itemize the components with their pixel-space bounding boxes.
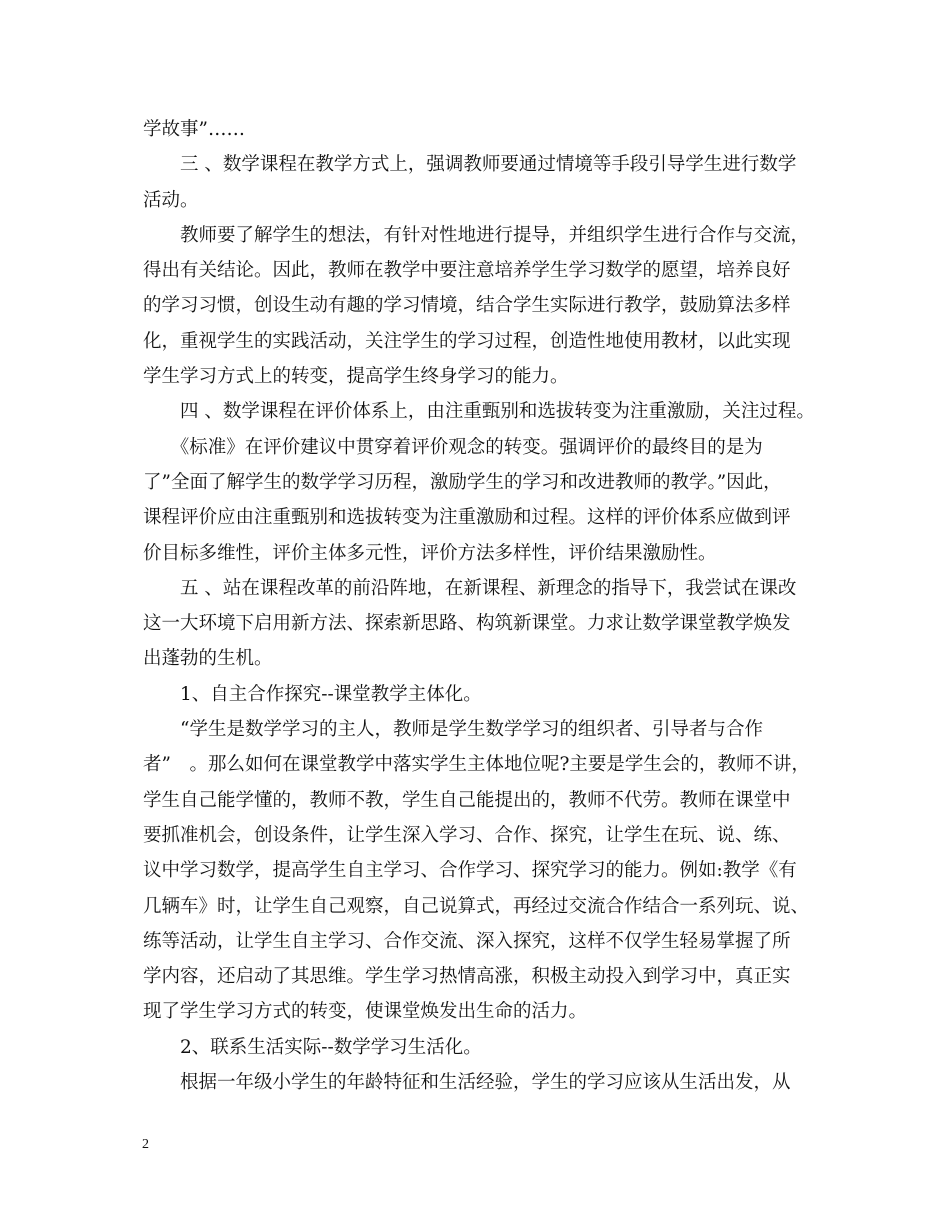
text-line: 学内容，还启动了其思维。学生学习热情高涨，积极主动投入到学习中，真正实: [143, 966, 791, 988]
text-line: 《标准》在评价建议中贯穿着评价观念的转变。强调评价的最终目的是为: [143, 436, 763, 458]
text-line: 这一大环境下启用新方法、探索新思路、构筑新课堂。力求让数学课堂教学焕发: [143, 613, 791, 635]
text-line: 学故事”……: [143, 119, 245, 140]
text-line: 课程评价应由注重甄别和选拔转变为注重激励和过程。这样的评价体系应做到评: [143, 507, 791, 529]
text-line: 的学习习惯，创设生动有趣的学习情境，结合学生实际进行教学，鼓励算法多样: [143, 295, 791, 317]
page-number: 2: [142, 1137, 149, 1152]
text-line: 1、自主合作探究--课堂教学主体化。: [143, 683, 482, 705]
text-line: 价目标多维性，评价主体多元性，评价方法多样性，评价结果激励性。: [143, 542, 717, 564]
text-line: 活动。: [143, 189, 199, 211]
text-line: 要抓准机会，创设条件，让学生深入学习、合作、探究，让学生在玩、说、练、: [143, 824, 791, 846]
text-line: “学生是数学学习的主人，教师是学生数学学习的组织者、引导者与合作: [143, 719, 763, 741]
text-line: 练等活动，让学生自主学习、合作交流、深入探究，这样不仅学生轻易掌握了所: [143, 930, 791, 952]
text-line: 几辆车》时，让学生自己观察，自己说算式，再经过交流合作结合一系列玩、说、: [143, 895, 810, 917]
text-line: 教师要了解学生的想法，有针对性地进行提导，并组织学生进行合作与交流，: [143, 224, 810, 246]
text-line: 得出有关结论。因此，教师在教学中要注意培养学生学习数学的愿望，培养良好: [143, 260, 791, 282]
text-line: 者” 。那么如何在课堂教学中落实学生主体地位呢?主要是学生会的，教师不讲，: [143, 754, 810, 776]
text-line: 四 、数学课程在评价体系上，由注重甄别和选拔转变为注重激励，关注过程。: [143, 401, 815, 423]
text-line: 现了学生学习方式的转变，使课堂焕发出生命的活力。: [143, 1001, 588, 1023]
text-line: 根据一年级小学生的年龄特征和生活经验，学生的学习应该从生活出发，从: [143, 1072, 791, 1094]
text-line: 五 、站在课程改革的前沿阵地，在新课程、新理念的指导下，我尝试在课改: [143, 577, 797, 599]
text-line: 议中学习数学，提高学生自主学习、合作学习、探究学习的能力。例如:教学《有: [143, 860, 797, 882]
text-line: 2、联系生活实际--数学学习生活化。: [143, 1036, 482, 1058]
text-line: 学生自己能学懂的，教师不教，学生自己能提出的，教师不代劳。教师在课堂中: [143, 789, 791, 811]
text-line: 学生学习方式上的转变，提高学生终身学习的能力。: [143, 366, 569, 388]
text-line: 化，重视学生的实践活动，关注学生的学习过程，创造性地使用教材，以此实现: [143, 330, 791, 352]
text-line: 了”全面了解学生的数学学习历程，激励学生的学习和改进教师的教学。”因此，: [143, 471, 782, 493]
document-body: [143, 112, 823, 1100]
text-line: 出蓬勃的生机。: [143, 648, 273, 670]
text-line: 三 、数学课程在教学方式上，强调教师要通过情境等手段引导学生进行数学: [143, 154, 797, 176]
